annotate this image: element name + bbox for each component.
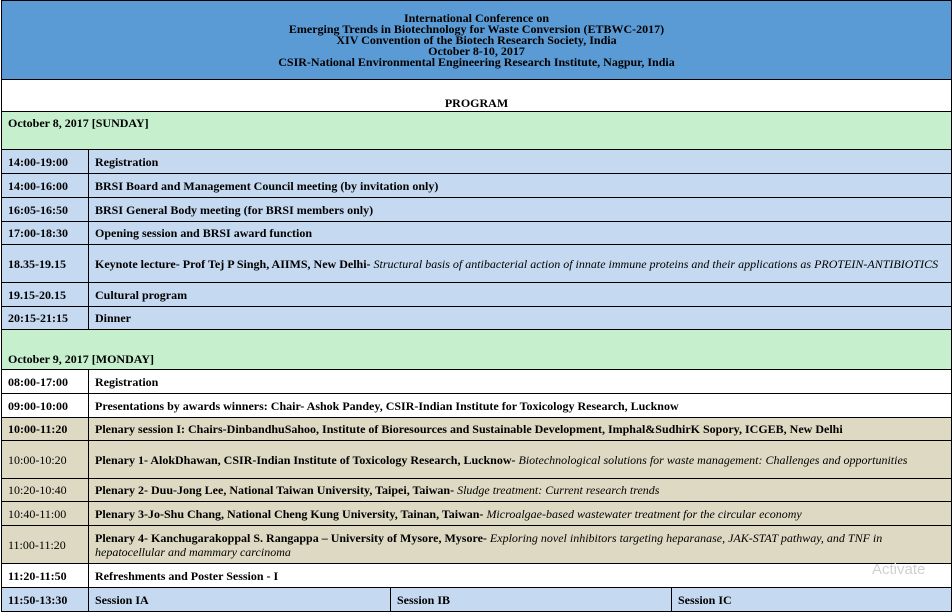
schedule-row <box>2 479 952 502</box>
event-cell: Registration <box>89 150 952 174</box>
time-cell: 08:00-17:00 <box>2 370 89 394</box>
time-cell: 14:00-19:00 <box>2 150 89 174</box>
event-cell <box>89 479 952 502</box>
schedule-row <box>2 283 952 307</box>
time-cell: 17:00-18:30 <box>2 222 89 245</box>
header-line-3: XIV Convention of the Biotech Research Society, India <box>336 33 617 47</box>
schedule-row <box>2 370 952 394</box>
event-cell <box>89 441 952 479</box>
time-cell: 18.35-19.15 <box>2 245 89 283</box>
event-cell: Presentations by awards winners: Chair- Ashok Pandey, CSIR-Indian Institute for Toxicology Research, Lucknow <box>89 394 952 418</box>
plenary-talk-title: Biotechnological solutions for waste management: Challenges and opportunities <box>518 452 908 467</box>
time-cell: 09:00-10:00 <box>2 394 89 418</box>
schedule-row <box>2 418 952 441</box>
time-cell: 11:50-13:30 <box>2 588 89 612</box>
time-cell: 10:00-10:20 <box>2 441 89 479</box>
plenary-talk-title: Microalgae-based wastewater treatment for the circular economy <box>486 506 802 521</box>
time-cell: 10:20-10:40 <box>2 479 89 502</box>
event-cell: Plenary session I: Chairs-DinbandhuSahoo, Institute of Bioresources and Sustainable Development, Imphal&SudhirK Sopory, ICGEB, New Delhi <box>89 418 952 441</box>
event-cell <box>89 526 952 564</box>
event-cell: BRSI Board and Management Council meeting (by invitation only) <box>89 174 952 198</box>
plenary-speaker: Plenary 2- Duu-Jong Lee, National Taiwan University, Taipei, Taiwan- <box>95 483 455 497</box>
activate-watermark: Activate <box>872 561 926 578</box>
schedule-row <box>2 394 952 418</box>
schedule-row <box>2 307 952 330</box>
time-cell: 11:00-11:20 <box>2 526 89 564</box>
schedule-row <box>2 564 952 588</box>
time-cell: 10:00-11:20 <box>2 418 89 441</box>
time-cell: 10:40-11:00 <box>2 502 89 526</box>
schedule-row <box>2 222 952 245</box>
event-cell: Cultural program <box>89 283 952 307</box>
schedule-row <box>2 174 952 198</box>
time-cell: 11:20-11:50 <box>2 564 89 588</box>
session-ic-cell: Session IC <box>672 588 952 612</box>
program-title-row <box>2 80 952 112</box>
time-cell: 19.15-20.15 <box>2 283 89 307</box>
program-title: PROGRAM <box>2 80 952 112</box>
session-ia-cell: Session IA <box>89 588 391 612</box>
time-cell: 20:15-21:15 <box>2 307 89 330</box>
plenary-talk-title: Sludge treatment: Current research trends <box>457 483 660 497</box>
schedule-row <box>2 588 952 612</box>
event-cell <box>89 502 952 526</box>
conference-header <box>2 1 952 80</box>
schedule-row <box>2 502 952 526</box>
schedule-row <box>2 245 952 283</box>
day1-title: October 8, 2017 [SUNDAY] <box>2 112 952 150</box>
schedule-row <box>2 150 952 174</box>
schedule-row <box>2 198 952 222</box>
event-cell: Opening session and BRSI award function <box>89 222 952 245</box>
event-cell: Dinner <box>89 307 952 330</box>
plenary-talk-title: Exploring novel inhibitors targeting heparanase, JAK-STAT pathway, and TNF in hepatocellular and mammary carcinoma <box>95 530 883 559</box>
schedule-row <box>2 441 952 479</box>
plenary-speaker: Plenary 3-Jo-Shu Chang, National Cheng Kung University, Tainan, Taiwan- <box>95 506 484 521</box>
day-header-row <box>2 112 952 150</box>
day2-title: October 9, 2017 [MONDAY] <box>2 330 952 370</box>
plenary-speaker: Plenary 1- AlokDhawan, CSIR-Indian Institute of Toxicology Research, Lucknow- <box>95 452 516 467</box>
event-cell: BRSI General Body meeting (for BRSI members only) <box>89 198 952 222</box>
day-header-row <box>2 330 952 370</box>
program-table <box>1 0 952 612</box>
schedule-row <box>2 526 952 564</box>
session-ib-cell: Session IB <box>391 588 672 612</box>
header-line-1: International Conference on <box>403 11 550 25</box>
event-cell: Registration <box>89 370 952 394</box>
header-line-2: Emerging Trends in Biotechnology for Waste Conversion (ETBWC-2017) <box>288 22 665 36</box>
time-cell: 16:05-16:50 <box>2 198 89 222</box>
keynote-speaker: Keynote lecture- Prof Tej P Singh, AIIMS, New Delhi- <box>95 256 371 271</box>
time-cell: 14:00-16:00 <box>2 174 89 198</box>
keynote-talk-title: Structural basis of antibacterial action of innate immune proteins and their applications as PROTEIN-ANTIBIOTICS <box>373 256 939 271</box>
header-line-5: CSIR-National Environmental Engineering Research Institute, Nagpur, India <box>278 55 675 69</box>
conference-header-row <box>2 1 952 80</box>
event-cell: Refreshments and Poster Session - I <box>89 564 952 588</box>
plenary-speaker: Plenary 4- Kanchugarakoppal S. Rangappa – University of Mysore, Mysore- <box>95 530 487 545</box>
event-cell <box>89 245 952 283</box>
header-line-4: October 8-10, 2017 <box>428 44 525 58</box>
